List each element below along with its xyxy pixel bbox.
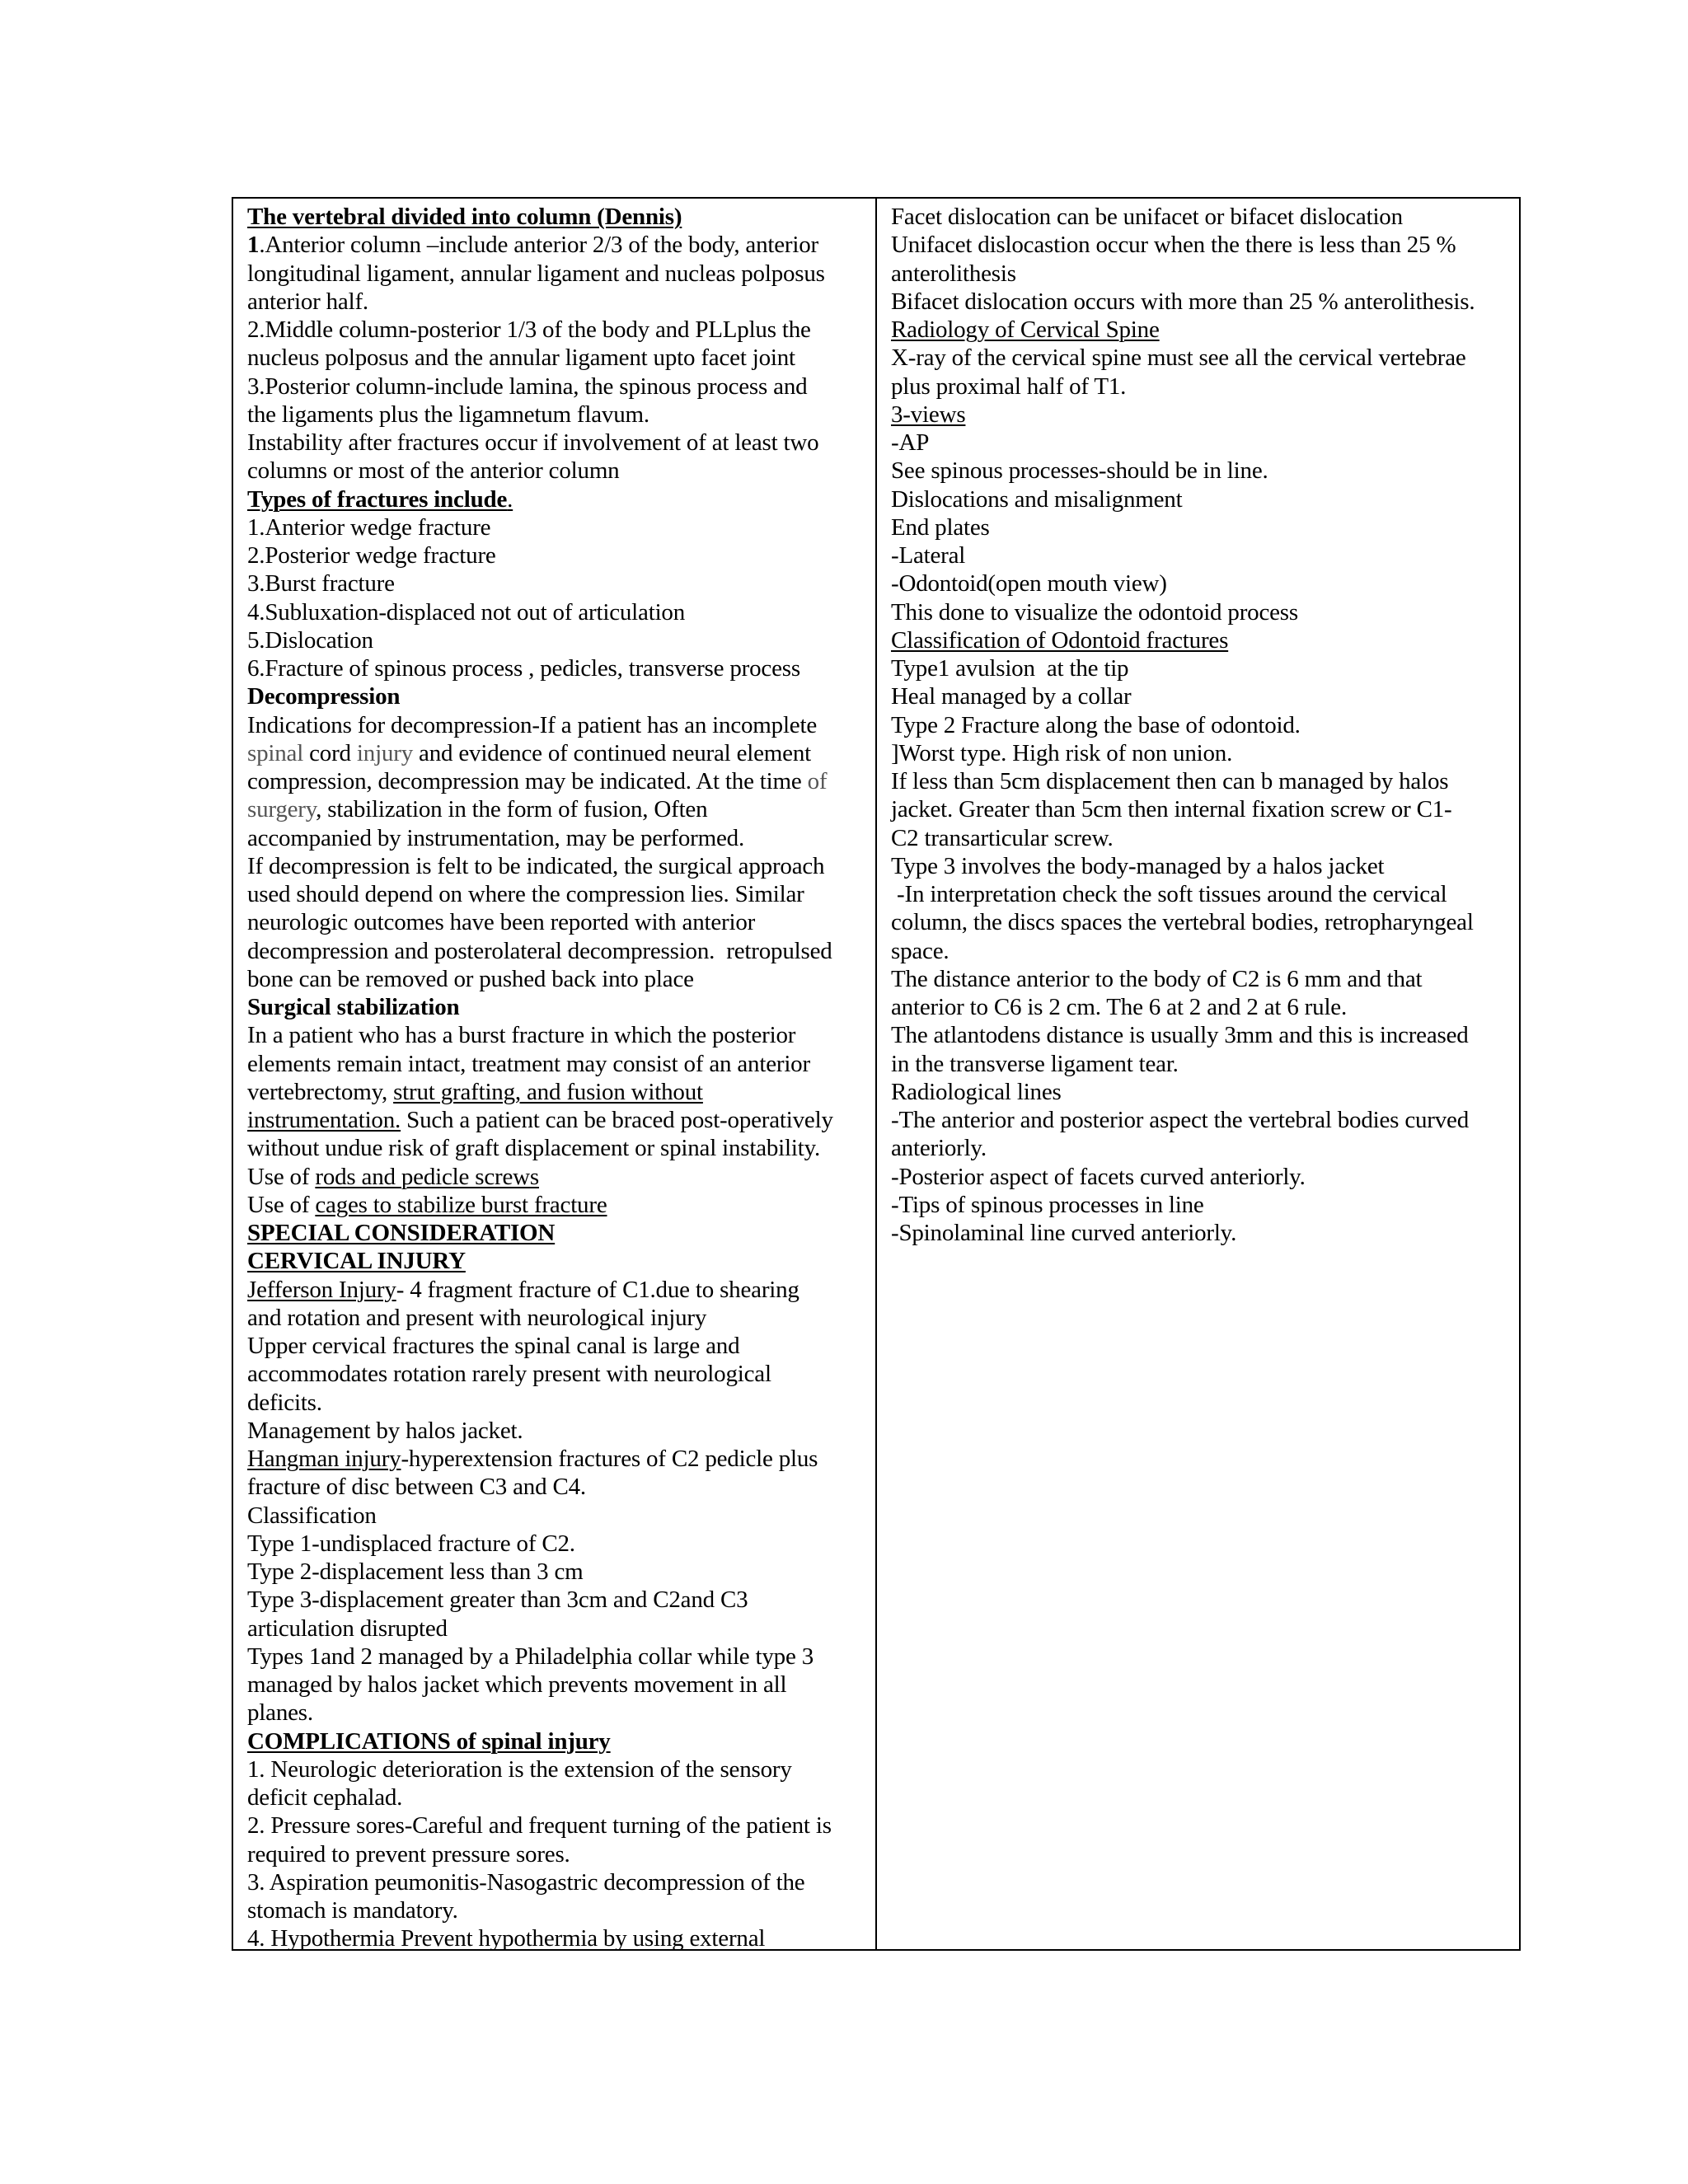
heading-text: Surgical stabilization xyxy=(247,994,460,1020)
text-line xyxy=(247,1078,874,1106)
text-segment: anterolithesis xyxy=(891,260,1016,287)
text-line xyxy=(247,1473,874,1501)
text-segment: -hyperextension fractures of C2 pedicle plus xyxy=(401,1446,818,1472)
text-line xyxy=(247,569,874,598)
text-segment: X-ray of the cervical spine must see all the cervical vertebrae xyxy=(891,344,1466,372)
text-segment: .Anterior column –include anterior 2/3 of the body, anterior xyxy=(259,232,819,259)
underlined-text: Jefferson Injury xyxy=(247,1276,396,1303)
text-segment: See spinous processes-should be in line. xyxy=(891,457,1268,485)
text-segment: This done to visualize the odontoid process xyxy=(891,598,1298,626)
text-line xyxy=(891,1134,1517,1162)
text-line xyxy=(891,1021,1517,1049)
text-segment: anterior half. xyxy=(247,288,368,315)
text-segment: surgery xyxy=(247,796,316,823)
text-segment: spinal xyxy=(247,739,304,766)
underlined-text: . xyxy=(507,485,513,513)
text-segment: Type 3 involves the body-managed by a halos jacket xyxy=(891,852,1385,879)
heading-text: Types of fractures include xyxy=(247,485,508,513)
text-line xyxy=(891,569,1517,598)
text-segment: Type 2 Fracture along the base of odontoid. xyxy=(891,711,1301,738)
text-segment: 1. Neurologic deterioration is the extension of the sensory xyxy=(247,1755,792,1783)
text-line xyxy=(891,908,1517,936)
text-segment: column, the discs spaces the vertebral bodies, retropharyngeal xyxy=(891,909,1474,936)
text-line xyxy=(247,1304,874,1332)
underlined-text: rods and pedicle screws xyxy=(315,1163,539,1190)
text-segment: stomach is mandatory. xyxy=(247,1897,458,1924)
text-line xyxy=(891,485,1517,513)
heading-text: The vertebral divided into column (Dennis) xyxy=(247,204,682,230)
text-line xyxy=(891,316,1517,344)
text-line xyxy=(247,626,874,654)
text-segment: -In interpretation check the soft tissues around the cervical xyxy=(891,881,1447,907)
text-segment: , stabilization in the form of fusion, Often xyxy=(316,796,708,823)
text-line xyxy=(247,598,874,626)
underlined-text: cages to stabilize burst fracture xyxy=(315,1191,607,1218)
text-line xyxy=(247,654,874,682)
text-segment: -Odontoid(open mouth view) xyxy=(891,570,1167,598)
text-segment: neurologic outcomes have been reported with anterior xyxy=(247,909,756,936)
text-segment: Instability after fractures occur if involvement of at least two xyxy=(247,429,819,456)
text-line xyxy=(247,1191,874,1219)
text-segment: fracture of disc between C3 and C4. xyxy=(247,1474,586,1501)
text-segment: Type1 avulsion at the tip xyxy=(891,655,1129,682)
text-line xyxy=(247,457,874,485)
notes-table xyxy=(232,197,1521,1951)
text-segment: Use of xyxy=(247,1191,316,1218)
text-segment: accommodates rotation rarely present with neurological xyxy=(247,1361,771,1388)
underlined-text: instrumentation. xyxy=(247,1107,401,1133)
text-line xyxy=(247,429,874,457)
text-segment: anterior to C6 is 2 cm. The 6 at 2 and 2 at 6 rule. xyxy=(891,994,1348,1020)
text-line xyxy=(891,401,1517,429)
text-segment: C2 transarticular screw. xyxy=(891,824,1114,851)
text-line xyxy=(891,1191,1517,1219)
text-line xyxy=(891,288,1517,316)
right-column xyxy=(891,203,1517,1247)
underlined-text: 3-views xyxy=(891,401,966,428)
text-line xyxy=(247,1106,874,1134)
text-segment: Type 1-undisplaced fracture of C2. xyxy=(247,1530,575,1557)
text-segment: compression, decompression may be indicated. At the time xyxy=(247,768,808,794)
text-line xyxy=(247,1615,874,1643)
text-line xyxy=(247,1783,874,1811)
text-line xyxy=(891,598,1517,626)
text-line xyxy=(247,993,874,1021)
text-line xyxy=(247,288,874,316)
text-segment: 3.Burst fracture xyxy=(247,570,395,598)
text-line xyxy=(247,908,874,936)
text-line xyxy=(247,203,874,231)
text-line xyxy=(891,795,1517,823)
text-segment: Classification xyxy=(247,1502,377,1529)
text-line xyxy=(891,344,1517,372)
text-segment: nucleus polposus and the annular ligament upto facet joint xyxy=(247,344,795,372)
text-line xyxy=(247,739,874,767)
text-line xyxy=(247,1389,874,1417)
text-line xyxy=(247,1586,874,1614)
text-line xyxy=(247,1247,874,1275)
text-segment: Heal managed by a collar xyxy=(891,683,1132,710)
left-column xyxy=(247,203,874,1953)
text-segment: The distance anterior to the body of C2 is 6 mm and that xyxy=(891,965,1423,992)
text-line xyxy=(247,401,874,429)
heading-text: COMPLICATIONS of spinal injury xyxy=(247,1727,611,1755)
text-line xyxy=(891,739,1517,767)
text-segment: Use of xyxy=(247,1163,316,1190)
text-segment: The atlantodens distance is usually 3mm and this is increased xyxy=(891,1022,1469,1049)
text-line xyxy=(247,1502,874,1530)
text-line xyxy=(247,880,874,908)
text-line xyxy=(247,1699,874,1727)
text-line xyxy=(247,1643,874,1671)
text-segment: 4.Subluxation-displaced not out of articulation xyxy=(247,598,686,626)
text-segment: managed by halos jacket which prevents movement in all xyxy=(247,1671,787,1698)
text-line xyxy=(891,626,1517,654)
text-line xyxy=(891,654,1517,682)
text-segment: 3. Aspiration peumonitis-Nasogastric decompression of the xyxy=(247,1868,805,1896)
heading-text: SPECIAL CONSIDERATION xyxy=(247,1220,556,1246)
text-segment: End plates xyxy=(891,513,990,541)
text-segment: 4. Hypothermia Prevent hypothermia by using external xyxy=(247,1925,766,1952)
text-segment: Unifacet dislocastion occur when the there is less than 25 % xyxy=(891,232,1456,259)
text-line xyxy=(247,1360,874,1388)
text-segment: longitudinal ligament, annular ligament and nucleas polposus xyxy=(247,260,825,287)
text-line xyxy=(891,429,1517,457)
text-line xyxy=(247,1671,874,1699)
text-line xyxy=(891,1219,1517,1247)
text-segment: Indications for decompression-If a patient has an incomplete xyxy=(247,711,818,738)
text-segment: ]Worst type. High risk of non union. xyxy=(891,739,1233,766)
underlined-text: Radiology of Cervical Spine xyxy=(891,316,1160,343)
text-segment: In a patient who has a burst fracture in which the posterior xyxy=(247,1022,796,1049)
text-line xyxy=(891,965,1517,993)
text-segment: vertebrectomy, xyxy=(247,1078,394,1105)
underlined-text: strut grafting, and fusion without xyxy=(393,1078,703,1105)
text-line xyxy=(247,1558,874,1586)
underlined-text: Hangman injury xyxy=(247,1446,401,1472)
text-line xyxy=(891,457,1517,485)
text-line xyxy=(247,965,874,993)
text-segment: 2.Middle column-posterior 1/3 of the body and PLLplus the xyxy=(247,316,811,343)
text-line xyxy=(247,1134,874,1162)
text-line xyxy=(247,767,874,795)
text-segment: bone can be removed or pushed back into place xyxy=(247,965,694,992)
text-segment: deficit cephalad. xyxy=(247,1784,403,1811)
heading-text: CERVICAL INJURY xyxy=(247,1248,466,1275)
text-segment: Type 2-displacement less than 3 cm xyxy=(247,1558,584,1585)
text-segment: accompanied by instrumentation, may be performed. xyxy=(247,824,745,851)
text-segment: and rotation and present with neurological injury xyxy=(247,1304,707,1331)
text-line xyxy=(247,1050,874,1078)
text-segment: and evidence of continued neural element xyxy=(413,739,811,766)
text-segment: columns or most of the anterior column xyxy=(247,457,620,485)
text-segment: cord xyxy=(303,739,357,766)
text-segment: 6.Fracture of spinous process , pedicles, transverse process xyxy=(247,655,800,682)
text-segment: deficits. xyxy=(247,1389,322,1416)
text-segment: Facet dislocation can be unifacet or bifacet dislocation xyxy=(891,204,1403,230)
text-line xyxy=(247,1163,874,1191)
text-segment: injury xyxy=(356,739,413,766)
text-line xyxy=(247,513,874,541)
text-segment: -The anterior and posterior aspect the vertebral bodies curved xyxy=(891,1107,1470,1133)
text-segment: articulation disrupted xyxy=(247,1615,448,1642)
text-line xyxy=(247,1896,874,1924)
text-line xyxy=(891,513,1517,541)
text-line xyxy=(247,1811,874,1840)
text-segment: decompression and posterolateral decompression. retropulsed xyxy=(247,937,832,964)
text-segment: planes. xyxy=(247,1699,313,1727)
text-line xyxy=(891,231,1517,259)
column-divider xyxy=(875,199,877,1949)
text-line xyxy=(247,1530,874,1558)
text-segment: - 4 fragment fracture of C1.due to shearing xyxy=(396,1276,799,1303)
text-line xyxy=(891,993,1517,1021)
text-line xyxy=(247,1219,874,1247)
text-segment: in the transverse ligament tear. xyxy=(891,1050,1179,1077)
text-line xyxy=(247,937,874,965)
text-segment: jacket. Greater than 5cm then internal fixation screw or C1- xyxy=(891,796,1452,823)
text-line xyxy=(891,260,1517,288)
text-line xyxy=(247,1445,874,1473)
text-segment: space. xyxy=(891,937,950,964)
text-segment: 1.Anterior wedge fracture xyxy=(247,513,491,541)
underlined-text: Classification of Odontoid fractures xyxy=(891,626,1229,654)
text-segment: -Posterior aspect of facets curved anteriorly. xyxy=(891,1163,1306,1190)
text-line xyxy=(247,373,874,401)
text-segment: the ligaments plus the ligamnetum flavum. xyxy=(247,401,649,428)
text-segment: used should depend on where the compression lies. Similar xyxy=(247,881,804,907)
text-line xyxy=(891,1163,1517,1191)
text-segment: Such a patient can be braced post-operatively xyxy=(401,1107,833,1133)
text-segment: anteriorly. xyxy=(891,1135,987,1162)
text-line xyxy=(891,824,1517,852)
text-line xyxy=(247,711,874,739)
text-line xyxy=(891,541,1517,569)
text-segment: plus proximal half of T1. xyxy=(891,373,1127,400)
text-segment: 3.Posterior column-include lamina, the spinous process and xyxy=(247,373,808,400)
text-line xyxy=(891,880,1517,908)
text-segment: Type 3-displacement greater than 3cm and C2and C3 xyxy=(247,1586,748,1614)
text-segment: elements remain intact, treatment may consist of an anterior xyxy=(247,1050,810,1077)
text-line xyxy=(247,316,874,344)
text-line xyxy=(891,1106,1517,1134)
text-line xyxy=(891,852,1517,880)
text-line xyxy=(247,824,874,852)
text-segment: -Spinolaminal line curved anteriorly. xyxy=(891,1220,1237,1246)
text-segment: If less than 5cm displacement then can b managed by halos xyxy=(891,768,1449,794)
text-segment: 2.Posterior wedge fracture xyxy=(247,542,496,569)
text-line xyxy=(891,767,1517,795)
text-line xyxy=(247,1332,874,1360)
heading-text: 1 xyxy=(247,232,260,259)
text-line xyxy=(247,260,874,288)
text-line xyxy=(247,1840,874,1868)
text-line xyxy=(247,485,874,513)
text-line xyxy=(247,1021,874,1049)
text-segment: 5.Dislocation xyxy=(247,626,373,654)
text-segment: -Tips of spinous processes in line xyxy=(891,1191,1204,1218)
text-line xyxy=(891,937,1517,965)
text-segment: without undue risk of graft displacement or spinal instability. xyxy=(247,1135,821,1162)
text-segment: -AP xyxy=(891,429,930,456)
text-segment: Dislocations and misalignment xyxy=(891,485,1183,513)
text-line xyxy=(891,1078,1517,1106)
text-segment: Radiological lines xyxy=(891,1078,1062,1105)
text-line xyxy=(247,1417,874,1445)
text-segment: -Lateral xyxy=(891,542,966,569)
text-line xyxy=(891,1050,1517,1078)
text-line xyxy=(247,344,874,372)
text-line xyxy=(247,1276,874,1304)
text-line xyxy=(247,541,874,569)
text-segment: If decompression is felt to be indicated, the surgical approach xyxy=(247,852,825,879)
text-line xyxy=(247,1727,874,1755)
text-line xyxy=(247,795,874,823)
text-segment: Types 1and 2 managed by a Philadelphia collar while type 3 xyxy=(247,1643,814,1670)
text-line xyxy=(247,231,874,259)
text-segment: Bifacet dislocation occurs with more than 25 % anterolithesis. xyxy=(891,288,1475,315)
text-segment: of xyxy=(807,768,828,794)
text-line xyxy=(247,852,874,880)
text-line xyxy=(247,1868,874,1896)
text-segment: Management by halos jacket. xyxy=(247,1417,523,1444)
text-segment: 2. Pressure sores-Careful and frequent turning of the patient is xyxy=(247,1812,832,1840)
text-line xyxy=(891,203,1517,231)
text-line xyxy=(891,373,1517,401)
heading-text: Decompression xyxy=(247,683,401,710)
text-segment: Upper cervical fractures the spinal canal is large and xyxy=(247,1333,740,1359)
text-segment: required to prevent pressure sores. xyxy=(247,1840,570,1868)
text-line xyxy=(891,711,1517,739)
text-line xyxy=(247,1755,874,1783)
text-line xyxy=(247,682,874,710)
text-line xyxy=(247,1924,874,1952)
text-line xyxy=(891,682,1517,710)
